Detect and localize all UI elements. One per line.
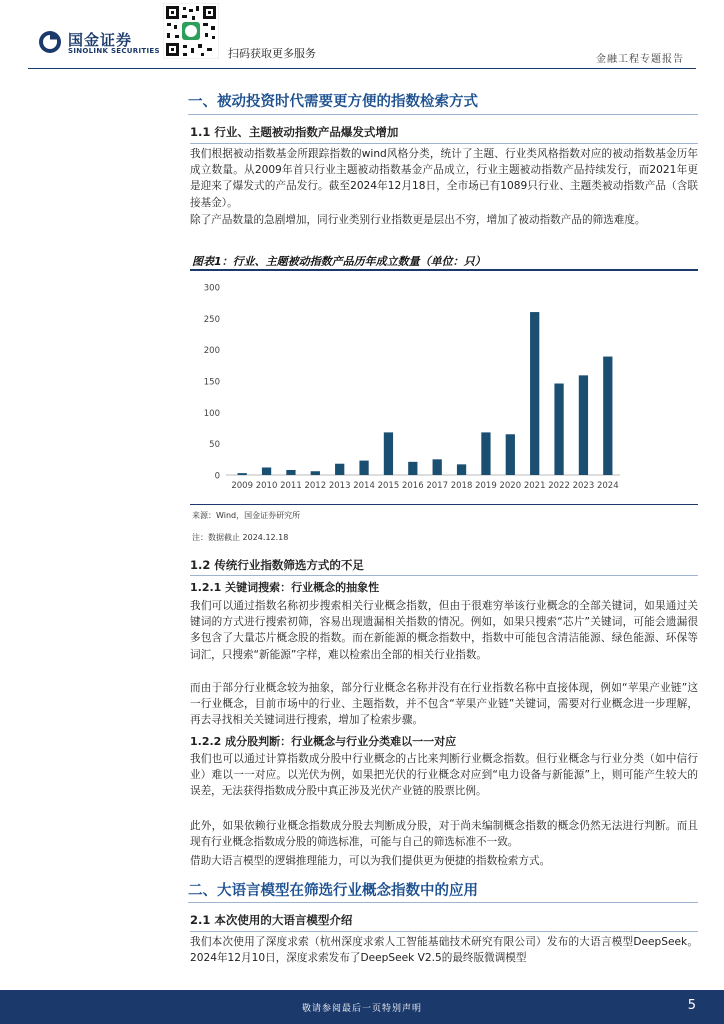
section-2-title: 二、大语言模型在筛选行业概念指数中的应用 <box>188 883 478 899</box>
bar-2024 <box>603 357 612 475</box>
subsection-1-2-1-title: 1.2.1 关键词搜索：行业概念的抽象性 <box>190 581 380 594</box>
bar-2019 <box>481 432 490 475</box>
bar-2020 <box>506 434 515 475</box>
x-tick-label-2015: 2015 <box>377 481 400 491</box>
x-tick-label-2014: 2014 <box>353 481 375 491</box>
bar-2011 <box>286 470 295 475</box>
qr-code-icon[interactable] <box>163 3 219 59</box>
brand-name-en: SINOLINK SECURITIES <box>68 47 160 55</box>
subsection-1-2-1-paragraph-2: 而由于部分行业概念较为抽象，部分行业概念名称并没有在行业指数名称中直接体现，例如“苹果产业链”这一行业概念，目前市场中的行业、主题指数，并不包含“苹果产业链”关键词，需要对行业概念进一步理解，再去寻找相关关键词进行搜索，增加了检索步骤。 <box>190 682 698 727</box>
section-1-divider <box>188 114 698 115</box>
x-tick-label-2020: 2020 <box>499 481 522 491</box>
subsection-1-2-2-paragraph-1: 我们也可以通过计算指数成分股中行业概念的占比来判断行业概念指数。但行业概念与行业分类（如中信行业）难以一一对应。以光伏为例，如果把光伏的行业概念对应到“电力设备与新能源”上，则可能产生较大的误差，无法获得指数成分股中真正涉及光伏产业链的股票比例。 <box>190 753 698 798</box>
x-tick-label-2010: 2010 <box>255 481 278 491</box>
subsection-1-2-title: 1.2 传统行业指数筛选方式的不足 <box>190 558 364 572</box>
x-tick-label-2024: 2024 <box>596 481 619 491</box>
y-tick-label: 150 <box>203 377 220 388</box>
subsection-1-1-paragraph-1: 我们根据被动指数基金所跟踪指数的wind风格分类，统计了主题、行业类风格指数对应的被动指数基金历年成立数量。从2009年首只行业主题被动指数基金产品成立，行业主题被动指数产品持续发行，而2021年更是迎来了爆发式的产品发行。截至2024年12月18日，全市场已有1089只行业、主题类被动指数产品（含联接基金）。 <box>190 148 698 209</box>
subsection-1-1-divider <box>190 143 698 144</box>
bar-2016 <box>408 462 417 475</box>
bar-2010 <box>262 467 271 475</box>
header-divider <box>28 68 696 69</box>
bar-2022 <box>554 384 563 475</box>
chart-caption-divider <box>190 269 698 271</box>
x-tick-label-2017: 2017 <box>426 481 449 491</box>
bar-2013 <box>335 464 344 475</box>
bar-2015 <box>384 432 393 475</box>
chart-source: 来源：Wind，国金证券研究所 <box>192 511 301 520</box>
x-tick-label-2021: 2021 <box>523 481 546 491</box>
x-tick-label-2009: 2009 <box>231 481 254 491</box>
subsection-2-1-paragraph-1: 我们本次使用了深度求索（杭州深度求索人工智能基础技术研究有限公司）发布的大语言模型DeepSeek。2024年12月10日，深度求索发布了DeepSeek V2.5的最终版微调模型 <box>190 936 698 965</box>
bar-2017 <box>433 459 442 475</box>
y-tick-label: 300 <box>203 283 220 294</box>
x-tick-label-2013: 2013 <box>328 481 351 491</box>
y-tick-label: 50 <box>209 440 220 451</box>
y-tick-label: 200 <box>203 346 220 357</box>
bar-2014 <box>359 461 368 475</box>
y-tick-label: 0 <box>214 471 220 482</box>
subsection-1-2-1-paragraph-1: 我们可以通过指数名称初步搜索相关行业概念指数，但由于很难穷举该行业概念的全部关键词，如果通过关键词的方式进行搜索初筛，容易出现遗漏相关指数的情况。例如，如果只搜索“芯片”关键词，可能会遗漏很多包含了大量芯片概念股的指数。而在新能源的概念指数中，指数中可能包含清洁能源、绿色能源、环保等词汇，只搜索“新能源”字样，难以检索出全部的相关行业指数。 <box>190 600 698 661</box>
chart-caption: 图表1：行业、主题被动指数产品历年成立数量（单位：只） <box>192 255 486 268</box>
subsection-1-1-paragraph-2: 除了产品数量的急剧增加，同行业类别行业指数更是层出不穷，增加了被动指数产品的筛选难度。 <box>190 214 646 226</box>
x-tick-label-2022: 2022 <box>548 481 570 491</box>
chart-source-divider <box>190 504 698 505</box>
section-2-divider <box>188 902 698 903</box>
bar-2021 <box>530 312 539 475</box>
footer-disclaimer: 敬请参阅最后一页特别声明 <box>301 1004 422 1014</box>
x-tick-label-2016: 2016 <box>401 481 424 491</box>
scan-for-service-text: 扫码获取更多服务 <box>228 47 316 60</box>
x-tick-label-2012: 2012 <box>304 481 327 491</box>
y-tick-label: 250 <box>203 314 220 325</box>
bar-2012 <box>311 471 320 475</box>
subsection-2-1-divider <box>190 931 698 932</box>
x-tick-label-2019: 2019 <box>475 481 497 491</box>
subsection-2-1-title: 2.1 本次使用的大语言模型介绍 <box>190 913 353 927</box>
bar-2018 <box>457 464 466 475</box>
chart-note: 注：数据截止 2024.12.18 <box>192 533 289 542</box>
subsection-1-2-2-paragraph-3: 借助大语言模型的逻辑推理能力，可以为我们提供更为便捷的指数检索方式。 <box>190 855 551 867</box>
report-type-label: 金融工程专题报告 <box>596 54 684 65</box>
subsection-1-2-2-paragraph-2: 此外，如果依赖行业概念指数成分股去判断成分股，对于尚未编制概念指数的概念仍然无法进行判断。而且现有行业概念指数成分股的筛选标准，可能与自己的筛选标准不一致。 <box>190 820 698 849</box>
sinolink-logo-icon <box>38 30 62 54</box>
bar-chart-annual-launches <box>190 272 698 500</box>
y-tick-label: 100 <box>203 408 220 419</box>
subsection-1-2-2-title: 1.2.2 成分股判断：行业概念与行业分类难以一一对应 <box>190 735 457 748</box>
subsection-1-2-divider <box>190 575 698 576</box>
bar-2009 <box>238 473 247 475</box>
section-1-title: 一、被动投资时代需要更方便的指数检索方式 <box>188 94 478 110</box>
x-tick-label-2023: 2023 <box>572 481 595 491</box>
page-number: 5 <box>687 998 696 1013</box>
x-tick-label-2018: 2018 <box>450 481 473 491</box>
x-tick-label-2011: 2011 <box>280 481 302 491</box>
bar-2023 <box>579 375 588 475</box>
subsection-1-1-title: 1.1 行业、主题被动指数产品爆发式增加 <box>190 125 399 139</box>
brand-name-cn: 国金证券 <box>68 31 133 49</box>
